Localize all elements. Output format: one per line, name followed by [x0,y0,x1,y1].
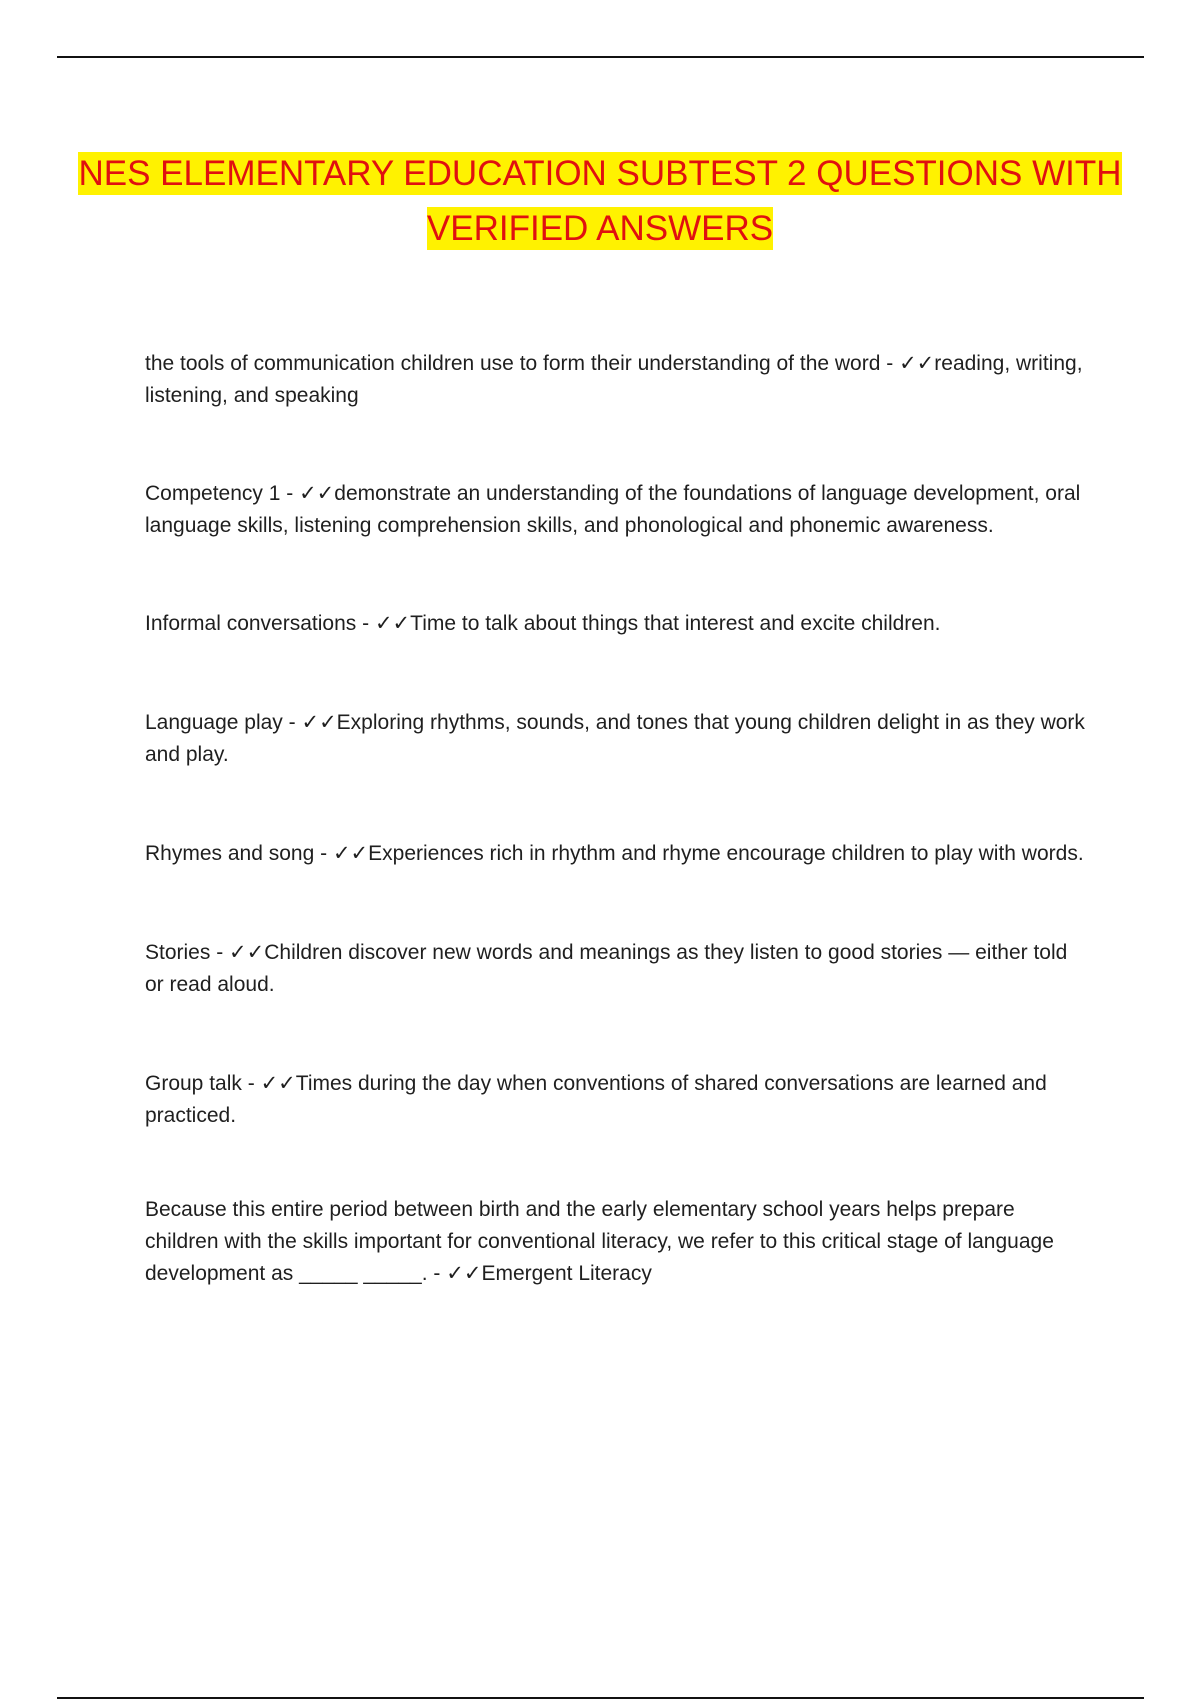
qa-item [145,937,1085,1001]
check-icon: ✓✓ [229,941,265,964]
top-rule [57,56,1144,58]
qa-answer: demonstrate an understanding of the foundations of language development, oral language skills, listening comprehension skills, and phonological and phonemic awareness. [145,482,1081,537]
qa-item [145,707,1085,771]
qa-answer: Emergent Literacy [481,1262,652,1285]
qa-separator: - [314,842,333,865]
qa-item [145,1194,1085,1290]
qa-separator: - [282,711,302,734]
qa-list [145,348,1085,1290]
page-title-text: NES ELEMENTARY EDUCATION SUBTEST 2 QUESTIONS WITH VERIFIED ANSWERS [78,154,1122,248]
check-icon: ✓✓ [301,711,337,734]
qa-answer: Times during the day when conventions of shared conversations are learned and practiced. [145,1072,1047,1127]
check-icon: ✓✓ [299,482,335,505]
check-icon: ✓✓ [260,1072,296,1095]
qa-question: Informal conversations [145,612,357,635]
qa-separator: - [356,612,375,635]
qa-item [145,838,1085,870]
qa-answer: Time to talk about things that interest and excite children. [410,612,941,635]
qa-question: Because this entire period between birth and the early elementary school years helps prepare children with the skills important for conventional literacy, we refer to this critical stage of language development as _____ _____. [145,1198,1054,1285]
qa-answer: reading, writing, listening, and speaking [145,352,1083,407]
check-icon: ✓✓ [332,842,369,865]
check-icon: ✓✓ [374,612,411,635]
qa-question: the tools of communication children use to form their understanding of the word [145,352,881,375]
qa-separator: - [427,1262,447,1285]
qa-item [145,348,1085,412]
check-icon: ✓✓ [446,1262,482,1285]
qa-question: Group talk [145,1072,242,1095]
check-icon: ✓✓ [899,352,935,375]
qa-separator: - [280,482,300,505]
qa-separator: - [880,352,900,375]
qa-separator: - [210,941,230,964]
qa-item [145,1068,1085,1132]
qa-answer: Experiences rich in rhythm and rhyme encourage children to play with words. [368,842,1084,865]
page-title [60,146,1140,256]
qa-question: Stories [145,941,211,964]
bottom-rule [57,1697,1144,1699]
qa-separator: - [241,1072,261,1095]
qa-answer: Children discover new words and meanings as they listen to good stories — either told or read aloud. [145,941,1068,996]
qa-answer: Exploring rhythms, sounds, and tones that young children delight in as they work and play. [145,711,1085,766]
qa-question: Language play [145,711,283,734]
qa-item [145,608,1085,640]
qa-item [145,478,1085,542]
qa-question: Competency 1 [145,482,281,505]
qa-question: Rhymes and song [145,842,315,865]
